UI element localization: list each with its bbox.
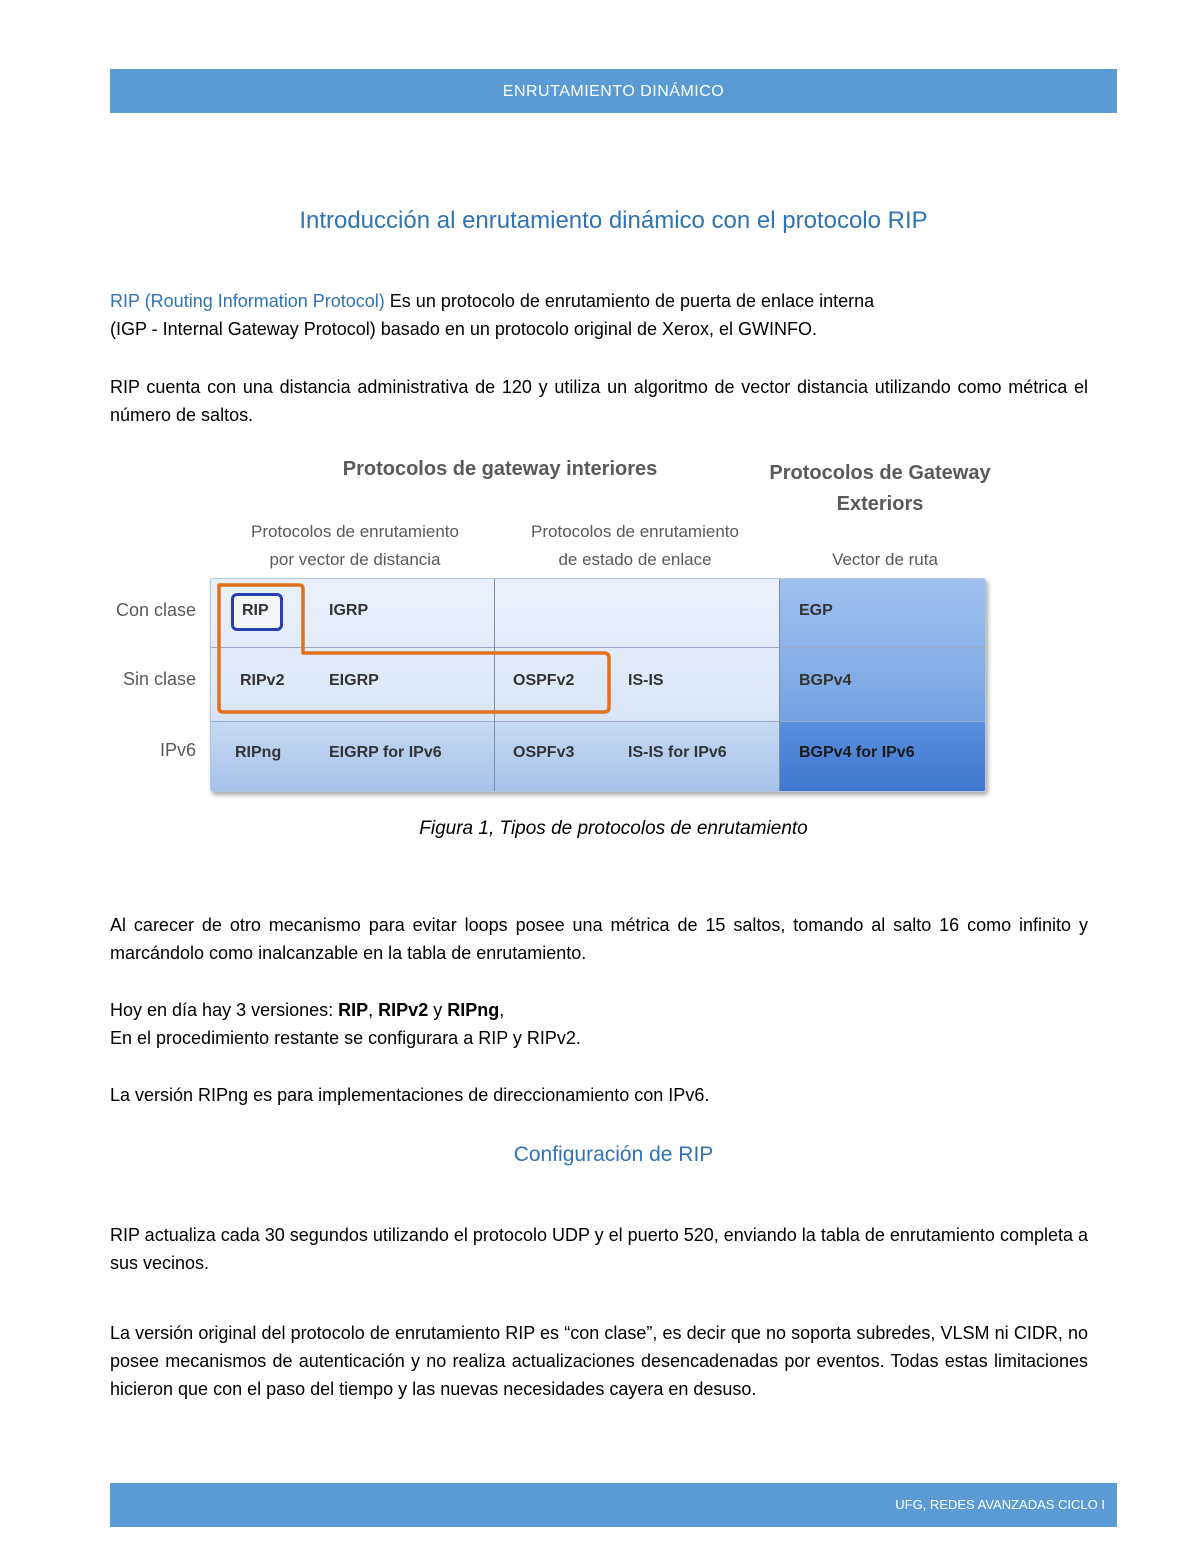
row-label-classless: Sin clase (122, 669, 196, 689)
page-footer (110, 1483, 1117, 1527)
ls-line2: de estado de enlace (558, 550, 712, 569)
versions-suffix: , (499, 1000, 505, 1020)
cell-bgpv4: BGPv4 (799, 672, 852, 689)
versions-prefix: Hoy en día hay 3 versiones: (110, 1000, 339, 1020)
interior-header: Protocolos de gateway interiores (342, 458, 658, 480)
exterior-header (730, 458, 1030, 520)
version-rip: RIP (338, 1000, 369, 1020)
dv-line1: Protocolos de enrutamiento (251, 522, 459, 541)
paragraph-rip-definition (110, 287, 1088, 343)
exterior-header-line1: Protocolos de Gateway (769, 462, 991, 484)
section-title: Configuración de RIP (513, 1143, 714, 1166)
procedure-note: En el procedimiento restante se configurara a RIP y RIPv2. (110, 1028, 581, 1048)
paragraph-hop-limit: Al carecer de otro mecanismo para evitar loops posee una métrica de 15 saltos, tomando al salto 16 como infinito y marcándolo como inalcanzable en la tabla de enrutamiento. (110, 915, 1088, 963)
exterior-header-line2: Exteriors (836, 493, 924, 515)
rip-definition-line1: Es un protocolo de enrutamiento de puerta de enlace interna (384, 291, 875, 311)
cell-ripng: RIPng (235, 744, 282, 761)
cell-eigrp-ipv6: EIGRP for IPv6 (329, 744, 442, 761)
cell-isis-ipv6: IS-IS for IPv6 (628, 744, 727, 761)
ls-line1: Protocolos de enrutamiento (531, 522, 739, 541)
paragraph-rip-limitations: La versión original del protocolo de enrutamiento RIP es “con clase”, es decir que no soporta subredes, VLSM ni CIDR, no posee mecanismos de autenticación y no realiza actualizaciones desencadenadas por eventos. Todas estas limitaciones hicieron que con el paso del tiempo y las nuevas necesidades cayera en desuso. (110, 1323, 1088, 1399)
versions-sep1: , (368, 1000, 379, 1020)
protocol-grid (210, 578, 986, 792)
version-ripng: RIPng (447, 1000, 500, 1020)
rip-term: RIP (Routing Information Protocol) (110, 291, 385, 311)
paragraph-admin-distance: RIP cuenta con una distancia administrativa de 120 y utiliza un algoritmo de vector distancia utilizando como métrica el número de saltos. (110, 377, 1088, 425)
path-vector-header: Vector de ruta (832, 550, 938, 569)
cell-rip: RIP (242, 602, 269, 619)
cell-bgpv4-ipv6: BGPv4 for IPv6 (799, 744, 915, 761)
cell-eigrp: EIGRP (329, 672, 379, 689)
row-label-classful: Con clase (115, 600, 196, 620)
paragraph-rip-updates: RIP actualiza cada 30 segundos utilizando el protocolo UDP y el puerto 520, enviando la tabla de enrutamiento completa a sus vecinos. (110, 1225, 1088, 1273)
cell-egp: EGP (799, 602, 833, 619)
link-state-header (500, 518, 770, 574)
cell-ospfv3: OSPFv3 (513, 744, 575, 761)
document-title: Introducción al enrutamiento dinámico con el protocolo RIP (299, 207, 928, 234)
version-ripv2: RIPv2 (378, 1000, 429, 1020)
routing-protocols-figure (100, 450, 1000, 800)
header-title: ENRUTAMIENTO DINÁMICO (502, 83, 725, 100)
cell-igrp: IGRP (329, 602, 369, 619)
cell-isis: IS-IS (628, 672, 664, 689)
paragraph-versions (110, 996, 1088, 1052)
versions-sep2: y (428, 1000, 448, 1020)
paragraph-ripng: La versión RIPng es para implementaciones de direccionamiento con IPv6. (110, 1085, 710, 1105)
cell-ospfv2: OSPFv2 (513, 672, 575, 689)
distance-vector-header (215, 518, 495, 574)
cell-ripv2: RIPv2 (240, 672, 285, 689)
row-label-ipv6: IPv6 (159, 740, 196, 760)
footer-text: UFG, REDES AVANZADAS CICLO I (895, 1497, 1105, 1512)
dv-line2: por vector de distancia (269, 550, 441, 569)
page-header (110, 69, 1117, 113)
figure-caption: Figura 1, Tipos de protocolos de enrutamiento (419, 818, 808, 839)
rip-definition-line2: (IGP - Internal Gateway Protocol) basado en un protocolo original de Xerox, el GWINFO. (110, 319, 818, 339)
